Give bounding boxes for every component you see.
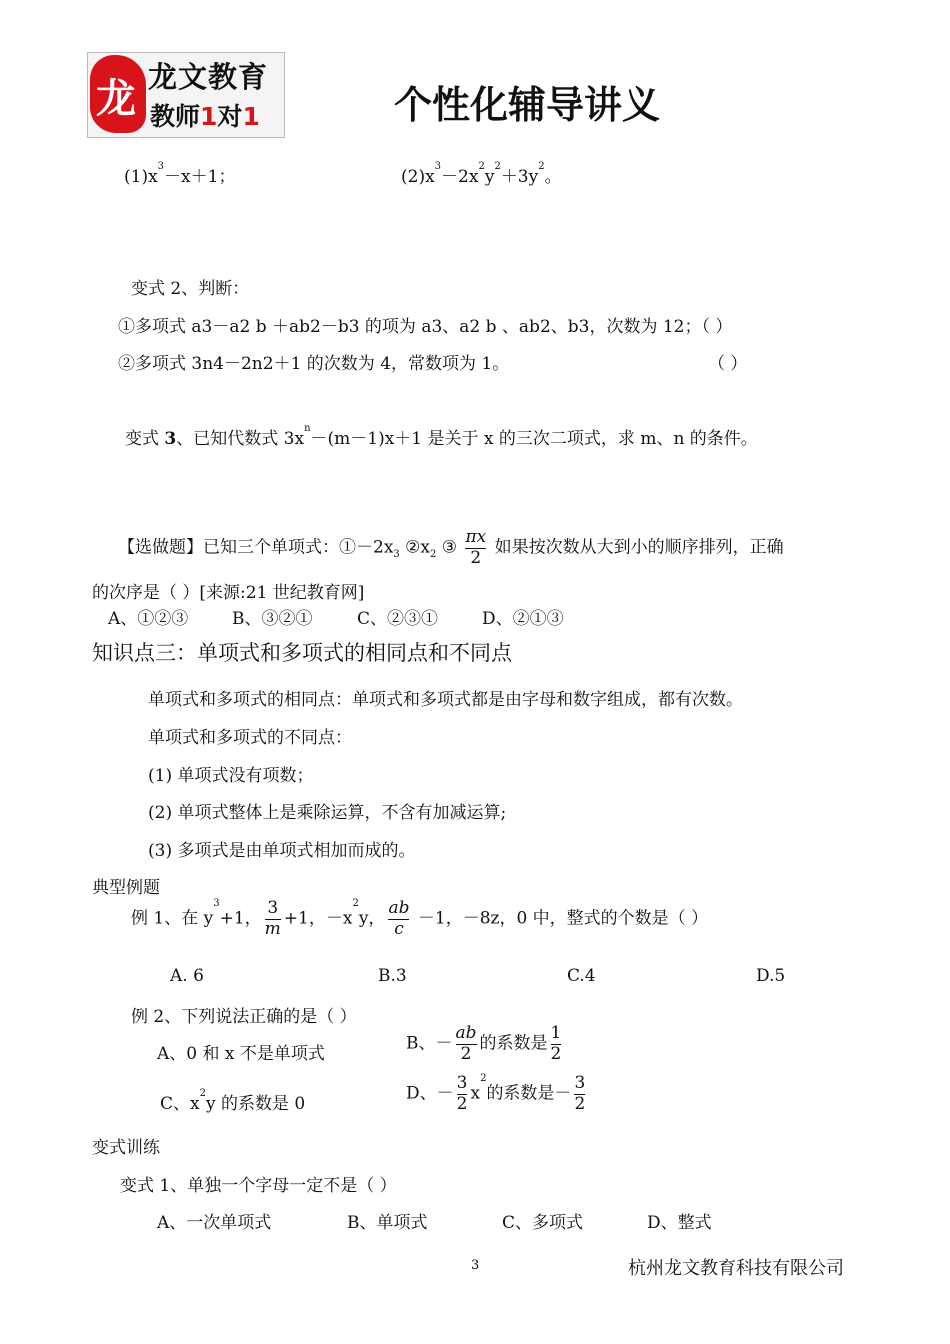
logo-dragon-glyph: 龙: [96, 76, 136, 122]
variant2-title: 变式 2、判断：: [131, 279, 250, 299]
optional-option-a: A、①②③: [108, 609, 189, 629]
logo-tagline-a: 教师: [150, 102, 201, 131]
training-option-d: D、整式: [647, 1213, 712, 1233]
optional-question: 【选做题】已知三个单项式：$①-2x_3$ $②x_2$ ③ $\frac{\pi x}{2}$ 如果按次数从大到小的顺序排列，正确: [118, 527, 784, 568]
fraction-pi-x-over-2: $\frac{\pi x}{2}$: [465, 527, 487, 568]
examples-heading: 典型例题: [92, 878, 160, 898]
section3-heading: 知识点三：单项式和多项式的相同点和不同点: [92, 641, 512, 665]
training-heading: 变式训练: [92, 1138, 160, 1158]
exercise-1: $(1)x^3-x+1$；: [124, 161, 236, 187]
optional-option-d: D、②①③: [482, 609, 564, 629]
optional-option-c: C、②③①: [357, 609, 439, 629]
page-title: 个性化辅导讲义: [394, 83, 661, 127]
variant2-question-2-paren: （ ）: [708, 354, 748, 374]
example2-option-d: D、－ $\frac{3}{2}$ $x^2$的系数是－ $\frac{3}{2}$: [406, 1073, 586, 1114]
section3-diff: 单项式和多项式的不同点：: [148, 728, 352, 748]
section3-point-1: (1) 单项式没有项数；: [148, 766, 314, 786]
logo-tagline: [150, 97, 260, 133]
exercise-2: $(2)x^3-2x^2y^2+3y^2$。: [401, 161, 562, 187]
page-number: 3: [471, 1258, 480, 1273]
example1-option-b: B.3: [378, 966, 407, 986]
fraction-3-over-2: $\frac{3}{2}$: [456, 1073, 468, 1114]
logo-tagline-b: 对: [217, 102, 243, 131]
example-1: 例 1、在 $y^3+1$， $\frac{3}{m}$ +1，$-x^2y$， $\frac{ab}{c}$ －1，－8z，0 中，整式的个数是（ ）: [131, 898, 709, 939]
variant2-question-2: ②多项式 3n4－2n2＋1 的次数为 4，常数项为 1。: [118, 354, 510, 374]
example2-option-a: A、0 和 x 不是单项式: [157, 1044, 325, 1064]
fraction-3-over-m: $\frac{3}{m}$: [264, 898, 281, 939]
section3-same: 单项式和多项式的相同点：单项式和多项式都是由字母和数字组成，都有次数。: [148, 690, 743, 710]
fraction-ab-over-2: $\frac{ab}{2}$: [455, 1023, 477, 1064]
training-option-c: C、多项式: [502, 1213, 584, 1233]
example2-option-b: B、－ $\frac{ab}{2}$ 的系数是 $\frac{1}{2}$: [406, 1023, 562, 1064]
section3-point-2: (2) 单项式整体上是乘除运算，不含有加减运算;: [148, 803, 507, 823]
training-question-1: 变式 1、单独一个字母一定不是（ ）: [120, 1176, 397, 1196]
variant3-question: 变式 3、已知代数式 $3x^n-(m-1)x+1$ 是关于 x 的三次二项式，求 m、n 的条件。: [125, 423, 758, 449]
example1-option-c: C.4: [567, 966, 596, 986]
example1-option-d: D.5: [756, 966, 786, 986]
logo-tagline-num2: 1: [242, 102, 260, 131]
fraction-3-over-2-b: $\frac{3}{2}$: [574, 1073, 586, 1114]
fraction-1-over-2: $\frac{1}{2}$: [550, 1023, 562, 1064]
training-option-a: A、一次单项式: [157, 1213, 272, 1233]
example-2-title: 例 2、下列说法正确的是（ ）: [131, 1007, 357, 1027]
footer-company: 杭州龙文教育科技有限公司: [628, 1258, 844, 1279]
logo-tagline-num1: 1: [200, 102, 218, 131]
optional-option-b: B、③②①: [232, 609, 313, 629]
optional-question-line2: 的次序是（ ）[来源:21 世纪教育网]: [92, 583, 365, 603]
section3-point-3: (3) 多项式是由单项式相加而成的。: [148, 841, 416, 861]
training-option-b: B、单项式: [347, 1213, 428, 1233]
logo: [87, 52, 285, 138]
logo-brand-text: 龙文教育: [148, 60, 269, 94]
fraction-ab-over-c: $\frac{ab}{c}$: [388, 898, 410, 939]
example2-option-c: C、$x^2y$ 的系数是 0: [160, 1088, 306, 1114]
example1-option-a: A. 6: [170, 966, 204, 986]
variant2-question-1: ①多项式 a3－a2 b ＋ab2－b3 的项为 a3、a2 b 、ab2、b3，次数为 12；（ ）: [118, 317, 733, 337]
